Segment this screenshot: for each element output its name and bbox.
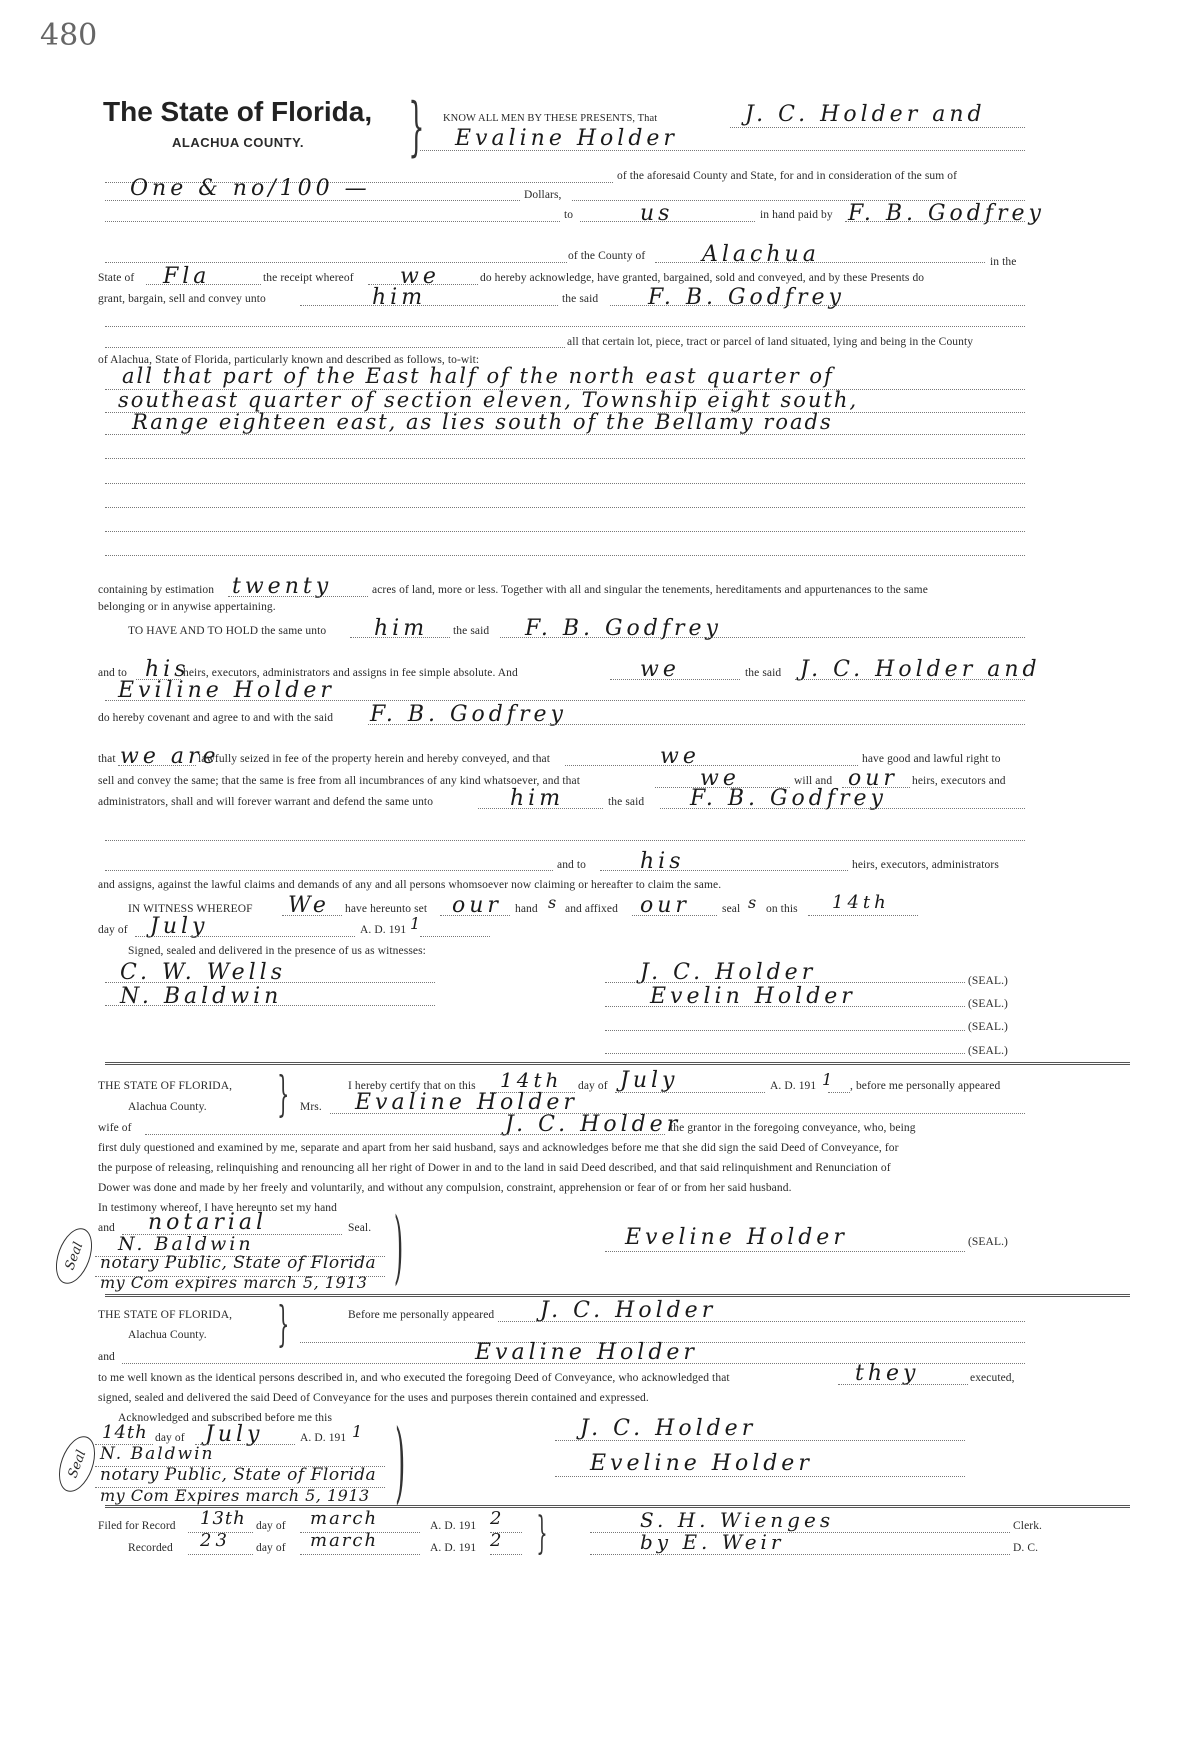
rec-day-handwriting: 23 bbox=[200, 1530, 231, 1551]
said2-handwriting: J. C. Holder and bbox=[800, 657, 1041, 682]
admin-handwriting: him bbox=[510, 786, 565, 811]
rec-month-handwriting: march bbox=[310, 1530, 379, 1551]
seal-label-3: (SEAL.) bbox=[968, 1021, 1008, 1033]
containing-label: containing by estimation bbox=[98, 584, 215, 596]
and-to-label: and to bbox=[98, 667, 128, 679]
said2b-handwriting: Eviline Holder bbox=[118, 678, 335, 703]
paid-by-label: in hand paid by bbox=[760, 209, 833, 221]
dower-seal-stamp-text: Seal bbox=[62, 1240, 86, 1272]
his-handwriting: his bbox=[145, 657, 190, 682]
seal-label-1: (SEAL.) bbox=[968, 975, 1008, 987]
ack-and-label: and bbox=[98, 1351, 115, 1363]
dower-seal-label: (SEAL.) bbox=[968, 1236, 1008, 1248]
ack-notary-3: my Com Expires march 5, 1913 bbox=[100, 1486, 370, 1505]
signed-sealed-text: Signed, sealed and delivered in the presence of us as witnesses: bbox=[128, 945, 426, 957]
acres-text: acres of land, more or less. Together with all and singular the tenements, hereditaments and appurtenances to the same bbox=[372, 584, 928, 596]
dower-notary-3: my Com expires march 5, 1913 bbox=[100, 1273, 368, 1292]
dower-signer-handwriting: Eveline Holder bbox=[625, 1225, 848, 1250]
the-said-label-2: the said bbox=[745, 667, 782, 679]
ack-state: THE STATE OF FLORIDA, bbox=[98, 1309, 233, 1321]
have-good-text: have good and lawful right to bbox=[862, 753, 1001, 765]
ack-day-of-label: day of bbox=[155, 1432, 185, 1444]
ack-before-text: Before me personally appeared bbox=[348, 1309, 495, 1321]
wife-of-label: wife of bbox=[98, 1122, 132, 1134]
rec-day-of-label: day of bbox=[256, 1542, 286, 1554]
have-handwriting: him bbox=[374, 616, 429, 641]
grantor-text: the grantor in the foregoing conveyance, who, being bbox=[670, 1122, 916, 1134]
heirs-exec-and-text: heirs, executors and bbox=[912, 775, 1006, 787]
ad-handwriting: 1 bbox=[410, 914, 425, 933]
acknowledged-text: Acknowledged and subscribed before me this bbox=[118, 1412, 333, 1424]
ack-seal-stamp-text: Seal bbox=[65, 1448, 89, 1480]
sum-handwriting: One & no/100 — bbox=[130, 176, 371, 201]
wife-handwriting: J. C. Holder bbox=[505, 1112, 682, 1137]
grantee-handwriting: F. B. Godfrey bbox=[848, 201, 1045, 226]
covenant-handwriting: F. B. Godfrey bbox=[370, 702, 567, 727]
dower-state: THE STATE OF FLORIDA, bbox=[98, 1080, 233, 1092]
rec-year-handwriting: 2 bbox=[490, 1530, 506, 1551]
dower-seal-stamp bbox=[49, 1223, 99, 1288]
seal-label: seal bbox=[722, 903, 741, 915]
acres-handwriting: twenty bbox=[232, 574, 333, 599]
dower-county: Alachua County. bbox=[128, 1101, 207, 1113]
testimony-seal-label: Seal. bbox=[348, 1222, 372, 1234]
receipt-label: the receipt whereof bbox=[263, 272, 354, 284]
ack-county: Alachua County. bbox=[128, 1329, 207, 1341]
testimony-brace: ) bbox=[393, 1200, 404, 1293]
filed-year-handwriting: 2 bbox=[490, 1508, 506, 1529]
on-this-label: on this bbox=[766, 903, 798, 915]
admin-said-handwriting: F. B. Godfrey bbox=[690, 786, 887, 811]
will-and-label: will and bbox=[794, 775, 833, 787]
dollars-label: Dollars, bbox=[524, 189, 562, 201]
mrs-handwriting: Evaline Holder bbox=[355, 1090, 578, 1115]
receipt-handwriting: we bbox=[400, 264, 440, 289]
heirs-exec-admin-text: heirs, executors, administrators bbox=[852, 859, 999, 871]
lawfully-handwriting: we bbox=[660, 744, 700, 769]
hand-handwriting: s bbox=[548, 893, 561, 912]
grantor-handwriting-2: Evaline Holder bbox=[455, 126, 678, 151]
dower-text-2: the purpose of releasing, relinquishing and renouncing all her right of Dower in and to the land in said Deed described, and that said relinquishment and Renunciation of bbox=[98, 1162, 891, 1174]
dower-before-text: , before me personally appeared bbox=[850, 1080, 1001, 1092]
have-said-handwriting: F. B. Godfrey bbox=[525, 616, 722, 641]
will-handwriting: our bbox=[848, 766, 898, 791]
that-handwriting: we are bbox=[120, 744, 220, 769]
filed-ad-label: A. D. 191 bbox=[430, 1520, 477, 1532]
dower-ad-label: A. D. 191 bbox=[770, 1080, 817, 1092]
filed-label: Filed for Record bbox=[98, 1520, 176, 1532]
dower-month-handwriting: July bbox=[620, 1068, 679, 1093]
dower-brace: } bbox=[277, 1066, 290, 1122]
ack-month-handwriting: July bbox=[205, 1422, 264, 1447]
state-of-label: State of bbox=[98, 272, 135, 284]
county-handwriting: Alachua bbox=[702, 242, 820, 267]
sell-handwriting: we bbox=[700, 766, 740, 791]
signer-1-handwriting: J. C. Holder bbox=[640, 960, 817, 985]
sell-convey-text: sell and convey the same; that the same is free from all incumbrances of any kind whatsoever, and that bbox=[98, 775, 581, 787]
belonging-text: belonging or in anywise appertaining. bbox=[98, 601, 276, 613]
witness-label: IN WITNESS WHEREOF bbox=[128, 903, 253, 915]
have-said-label: the said bbox=[453, 625, 490, 637]
ack-brace-2: ) bbox=[395, 1410, 406, 1513]
dower-text-3: Dower was done and made by her freely and voluntarily, and without any compulsion, constraint, apprehension or fear of or from her said husband. bbox=[98, 1182, 792, 1194]
deed-county: ALACHUA COUNTY. bbox=[172, 135, 304, 150]
signer-2-handwriting: Evelin Holder bbox=[650, 984, 856, 1009]
description-line-3: Range eighteen east, as lies south of the Bellamy roads bbox=[132, 410, 833, 434]
dc-label: D. C. bbox=[1013, 1542, 1039, 1554]
section-divider-1 bbox=[105, 1062, 1130, 1065]
said-handwriting: F. B. Godfrey bbox=[648, 285, 845, 310]
clerk-label: Clerk. bbox=[1013, 1520, 1043, 1532]
page-number: 480 bbox=[40, 18, 98, 53]
ack-day-handwriting: 14th bbox=[102, 1422, 148, 1443]
rec-ad-label: A. D. 191 bbox=[430, 1542, 477, 1554]
county-of-label: of the County of bbox=[568, 250, 646, 262]
filed-day-handwriting: 13th bbox=[200, 1508, 246, 1529]
deed-heading: The State of Florida, bbox=[103, 96, 373, 127]
and-handwriting: we bbox=[640, 657, 680, 682]
dower-ad-handwriting: 1 bbox=[822, 1070, 837, 1089]
hand-label: hand bbox=[515, 903, 538, 915]
admin-said-label: the said bbox=[608, 796, 645, 808]
section-divider-3 bbox=[105, 1505, 1130, 1508]
filed-day-of-label: day of bbox=[256, 1520, 286, 1532]
executed-label: executed, bbox=[970, 1372, 1015, 1384]
heirs-text: heirs, executors, administrators and assigns in fee simple absolute. And bbox=[183, 667, 518, 679]
the-said-label: the said bbox=[562, 293, 599, 305]
unto-handwriting: him bbox=[372, 285, 427, 310]
filed-month-handwriting: march bbox=[310, 1508, 379, 1529]
dower-certify-text: I hereby certify that on this bbox=[348, 1080, 476, 1092]
witness-1-handwriting: C. W. Wells bbox=[120, 960, 286, 985]
to-have-label: TO HAVE AND TO HOLD the same unto bbox=[128, 625, 327, 637]
ack-notary-1: N. Baldwin bbox=[100, 1444, 215, 1464]
witness-handwriting: We bbox=[288, 893, 330, 918]
ack-signer-2-handwriting: Eveline Holder bbox=[590, 1451, 813, 1476]
ack-notary-2: notary Public, State of Florida bbox=[100, 1465, 377, 1485]
description-line-2: southeast quarter of section eleven, Township eight south, bbox=[118, 388, 859, 412]
dower-text-1: first duly questioned and examined by me, separate and apart from her said husband, says and acknowledges before me that she did sign the said Deed of Conveyance, for bbox=[98, 1142, 899, 1154]
section-divider-2 bbox=[105, 1294, 1130, 1297]
ack-ad-label: A. D. 191 bbox=[300, 1432, 347, 1444]
to-handwriting: us bbox=[640, 201, 674, 226]
and-to-2-handwriting: his bbox=[640, 849, 685, 874]
state-handwriting: Fla bbox=[163, 264, 211, 289]
dower-day-handwriting: 14th bbox=[500, 1068, 563, 1092]
dc-handwriting: by E. Weir bbox=[640, 1530, 785, 1554]
of-alachua-text: of Alachua, State of Florida, particularly known and described as follows, to-wit: bbox=[98, 354, 480, 366]
hereunto-set-label: have hereunto set bbox=[345, 903, 428, 915]
aforesaid-text: of the aforesaid County and State, for and in consideration of the sum of bbox=[617, 170, 958, 182]
testimony-and-handwriting: notarial bbox=[148, 1210, 268, 1235]
that-label: that bbox=[98, 753, 116, 765]
grantor-handwriting-1: J. C. Holder and bbox=[745, 102, 986, 127]
seal-label-4: (SEAL.) bbox=[968, 1045, 1008, 1057]
ack-ad-handwriting: 1 bbox=[352, 1422, 367, 1441]
dower-day-of-label: day of bbox=[578, 1080, 608, 1092]
seal-handwriting: s bbox=[748, 893, 761, 912]
affixed-handwriting: our bbox=[640, 893, 690, 918]
witness-2-handwriting: N. Baldwin bbox=[120, 984, 283, 1009]
mrs-label: Mrs. bbox=[300, 1101, 322, 1113]
set-handwriting: our bbox=[452, 893, 502, 918]
header-brace: } bbox=[408, 90, 425, 164]
know-all-text: KNOW ALL MEN BY THESE PRESENTS, That bbox=[443, 113, 658, 124]
affixed-label: and affixed bbox=[565, 903, 618, 915]
on-this-handwriting: 14th bbox=[832, 892, 890, 913]
they-handwriting: they bbox=[855, 1361, 920, 1386]
ack-signer-1-handwriting: J. C. Holder bbox=[580, 1416, 757, 1441]
ack-and-handwriting: Evaline Holder bbox=[475, 1340, 698, 1365]
to-label: to bbox=[564, 209, 574, 221]
filing-brace: } bbox=[536, 1508, 548, 1559]
lawfully-text: lawfully seized in fee of the property herein and hereby conveyed, and that bbox=[198, 753, 551, 765]
covenant-label: do hereby covenant and agree to and with the said bbox=[98, 712, 334, 724]
ack-before-handwriting: J. C. Holder bbox=[540, 1298, 717, 1323]
testimony-and-label: and bbox=[98, 1222, 115, 1234]
grant-unto-label: grant, bargain, sell and convey unto bbox=[98, 293, 266, 305]
clerk-handwriting: S. H. Wienges bbox=[640, 1508, 835, 1532]
month-handwriting: July bbox=[150, 914, 209, 939]
lot-text: all that certain lot, piece, tract or parcel of land situated, lying and being in the County bbox=[567, 336, 974, 348]
description-line-1: all that part of the East half of the north east quarter of bbox=[122, 364, 834, 388]
assigns-text: and assigns, against the lawful claims and demands of any and all persons whomsoever now claiming or hereafter to claim the same. bbox=[98, 879, 722, 891]
well-known-text: to me well known as the identical persons described in, and who executed the foregoing Deed of Conveyance, who acknowledged that bbox=[98, 1372, 730, 1384]
recorded-label: Recorded bbox=[128, 1542, 173, 1554]
and-to-label-2: and to bbox=[557, 859, 587, 871]
testimony-text: In testimony whereof, I have hereunto set my hand bbox=[98, 1202, 337, 1214]
dower-notary-1: N. Baldwin bbox=[118, 1233, 254, 1255]
ack-signed-text: signed, sealed and delivered the said Deed of Conveyance for the uses and purposes therein contained and expressed. bbox=[98, 1392, 649, 1404]
administrators-text: administrators, shall and will forever warrant and defend the same unto bbox=[98, 796, 434, 808]
day-of-label: day of bbox=[98, 924, 128, 936]
in-the-label: in the bbox=[990, 256, 1017, 268]
seal-label-2: (SEAL.) bbox=[968, 998, 1008, 1010]
ad-label: A. D. 191 bbox=[360, 924, 407, 936]
acknowledge-text: do hereby acknowledge, have granted, bargained, sold and conveyed, and by these Presents do bbox=[480, 272, 925, 284]
ack-brace: } bbox=[277, 1296, 290, 1352]
dower-notary-2: notary Public, State of Florida bbox=[100, 1253, 377, 1273]
